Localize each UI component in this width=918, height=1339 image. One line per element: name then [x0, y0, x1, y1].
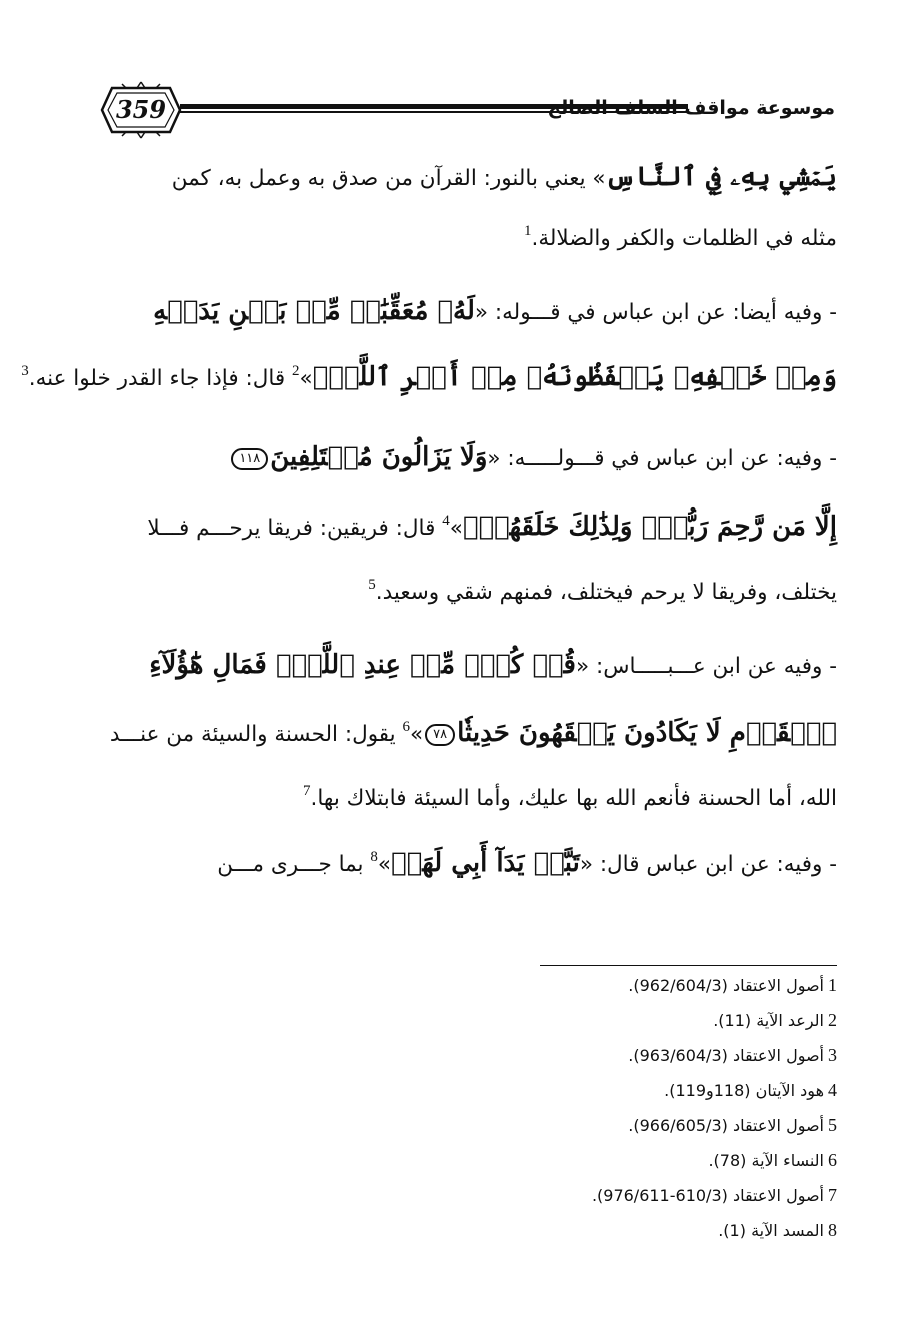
- quran-verse: إِلَّا مَن رَّحِمَ رَبُّكَۚ وَلِذَٰلِكَ خَلَقَهُمۡۗ: [462, 512, 837, 542]
- footnote-item: [628, 1115, 837, 1136]
- ayah-number-mark: ١١٨: [231, 448, 268, 470]
- body-text: - وفيه: عن ابن عباس قال: «: [579, 852, 837, 877]
- footnote-marker[interactable]: 6: [402, 719, 410, 735]
- footnote-number: 5: [828, 1115, 837, 1135]
- body-text: - وفيه عن ابن عـــبـــــاس: «: [575, 654, 837, 679]
- body-text: قال: فريقين: فريقا يرحـــم فـــلا: [147, 516, 443, 541]
- body-text: - وفيه: عن ابن عباس في قـــولـــــه: «: [487, 446, 837, 471]
- text-line: [100, 650, 837, 680]
- quran-verse: تَبَّتۡ يَدَآ أَبِي لَهَبٖ: [391, 848, 580, 878]
- footnote-item: [713, 1010, 837, 1031]
- footnote-number: 4: [828, 1080, 837, 1100]
- footnote-separator: [540, 965, 837, 966]
- book-title: موسوعة مواقف السلف الصالح: [547, 97, 835, 119]
- quran-verse: لَهُۥ مُعَقِّبَٰتٞ مِّنۢ بَيۡنِ يَدَيۡهِ: [153, 296, 475, 326]
- text-line: [100, 577, 837, 605]
- footnote-number: 3: [828, 1045, 837, 1065]
- text-line: [100, 296, 837, 326]
- body-text: الله، أما الحسنة فأنعم الله بها عليك، وأما السيئة فابتلاك بها.: [310, 786, 837, 811]
- ayah-number-mark: ٧٨: [425, 724, 455, 746]
- footnote-marker[interactable]: 8: [370, 849, 378, 865]
- page-header: [100, 80, 835, 140]
- body-text: مثله في الظلمات والكفر والضلالة.: [531, 226, 837, 251]
- text-line: [100, 162, 837, 193]
- footnote-number: 2: [828, 1010, 837, 1030]
- footnote-item: [628, 1045, 837, 1066]
- footnote-text: أصول الاعتقاد (962/604/3).: [628, 976, 824, 995]
- quote-close: »: [377, 852, 392, 877]
- footnote-marker[interactable]: 2: [292, 363, 300, 379]
- footnote-marker[interactable]: 4: [442, 513, 450, 529]
- text-line: [100, 223, 837, 251]
- quran-verse: يَمۡشِي بِهِۦ فِي ٱلنَّاسِ: [605, 162, 837, 192]
- footnote-text: أصول الاعتقاد (610/3-976/611).: [591, 1186, 824, 1205]
- footnote-item: [592, 1185, 837, 1206]
- footnote-text: أصول الاعتقاد (966/605/3).: [628, 1116, 824, 1135]
- footnote-item: [664, 1080, 837, 1101]
- footnote-number: 6: [828, 1150, 837, 1170]
- quote-close: »: [449, 516, 463, 541]
- text-line: [100, 512, 837, 542]
- footnote-text: الرعد الآية (11).: [713, 1011, 824, 1030]
- body-text: بما جـــرى مـــن: [217, 852, 371, 877]
- quran-verse: ٱلۡقَوۡمِ لَا يَكَادُونَ يَفۡقَهُونَ حَدِيثٗا: [457, 718, 837, 748]
- text-line: [100, 442, 837, 472]
- footnote-text: المسد الآية (1).: [718, 1221, 824, 1240]
- footnote-marker[interactable]: 3: [21, 363, 29, 379]
- footnote-marker[interactable]: 7: [303, 783, 311, 799]
- footnote-item: [708, 1150, 837, 1171]
- quran-verse: قُلۡ كُلّٞ مِّنۡ عِندِ ٱللَّهِۖ فَمَالِ هَٰٓؤُلَآءِ: [149, 650, 576, 680]
- text-line: [21, 362, 837, 392]
- footnote-item: [628, 975, 837, 996]
- footnote-text: هود الآيتان (118و119).: [664, 1081, 824, 1100]
- page-number: 359: [115, 95, 167, 124]
- footnote-marker[interactable]: 5: [368, 577, 376, 593]
- footnote-text: أصول الاعتقاد (963/604/3).: [628, 1046, 824, 1065]
- body-text: قال: فإذا جاء القدر خلوا عنه.: [28, 366, 292, 391]
- quran-verse: وَلَا يَزَالُونَ مُخۡتَلِفِينَ: [270, 442, 488, 472]
- footnote-marker[interactable]: 1: [524, 223, 532, 239]
- footnote-text: النساء الآية (78).: [708, 1151, 824, 1170]
- footnote-number: 8: [828, 1220, 837, 1240]
- body-text: » يعني بالنور: القرآن من صدق به وعمل به، كمن: [171, 166, 606, 191]
- quran-verse: وَمِنۡ خَلۡفِهِۦ يَحۡفَظُونَهُۥ مِنۡ أَمۡرِ ٱللَّهِۗ: [312, 362, 837, 392]
- page-number-badge: [100, 80, 182, 140]
- text-line: [100, 783, 837, 811]
- body-text: - وفيه أيضا: عن ابن عباس في قـــوله: «: [474, 300, 837, 325]
- quote-close: »: [299, 366, 313, 391]
- body-text: يقول: الحسنة والسيئة من عنـــد: [109, 722, 403, 747]
- quote-close: »: [410, 722, 424, 747]
- footnote-item: [718, 1220, 837, 1241]
- text-line: [100, 848, 837, 878]
- body-text: يختلف، وفريقا لا يرحم فيختلف، فمنهم شقي وسعيد.: [375, 580, 837, 605]
- footnote-number: 1: [828, 975, 837, 995]
- text-line: [100, 718, 837, 748]
- footnote-number: 7: [828, 1185, 837, 1205]
